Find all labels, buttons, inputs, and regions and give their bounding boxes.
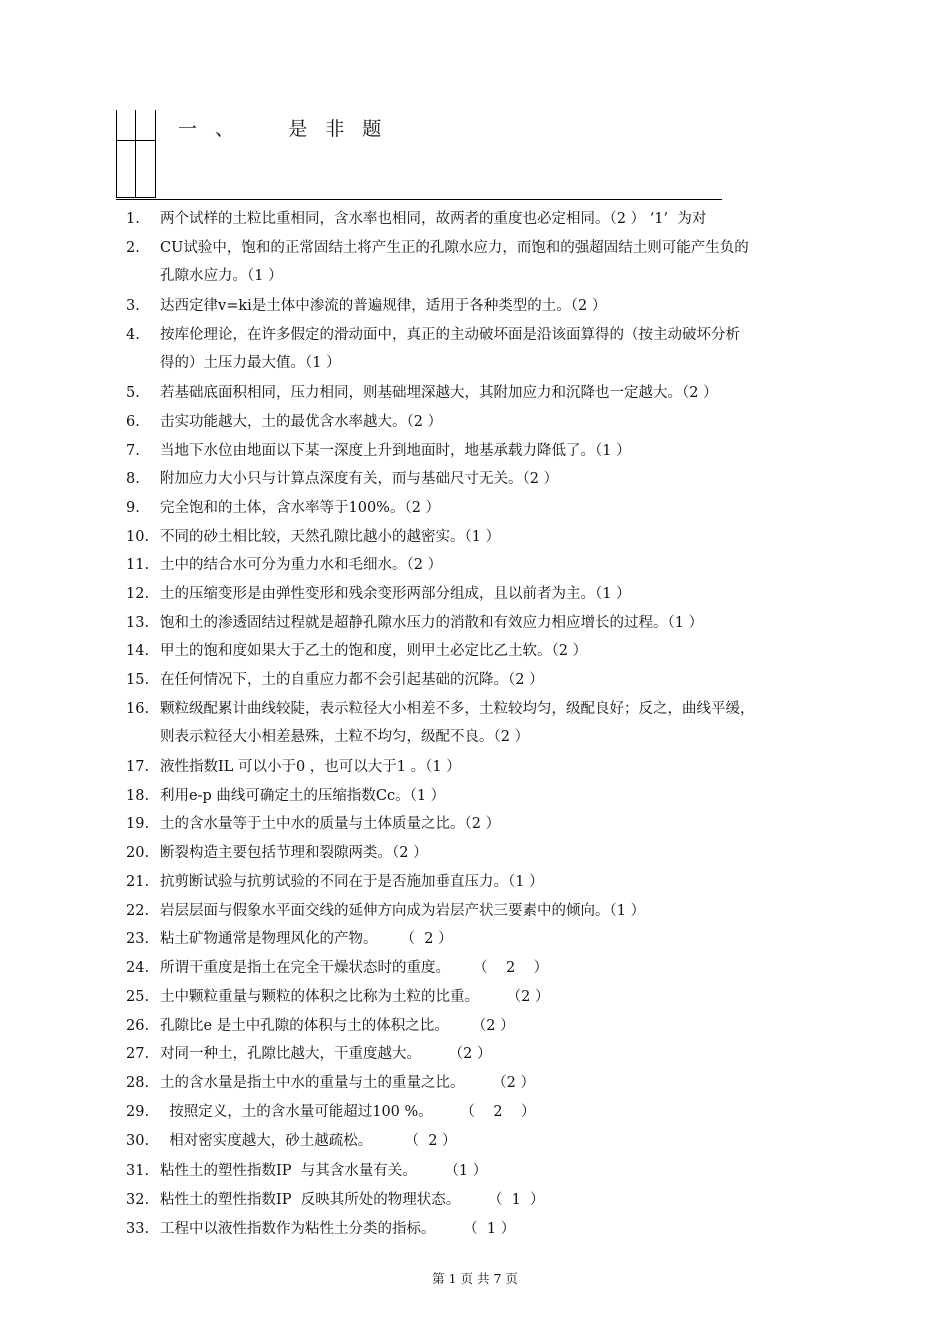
- question-text: 粘土矿物通常是物理风化的产物。 （ 2 ）: [160, 931, 453, 947]
- question-text: 土的含水量是指土中水的重量与土的重量之比。 （2 ）: [160, 1075, 535, 1091]
- question-number: 14.: [126, 643, 150, 659]
- question-number: 21.: [126, 874, 150, 890]
- question-number: 6.: [126, 414, 140, 430]
- question-text: 孔隙比e 是土中孔隙的体积与土的体积之比。 （2 ）: [160, 1018, 515, 1034]
- question-number: 22.: [126, 903, 150, 919]
- question-text: 液性指数IL 可以小于0 ，也可以大于1 。（1 ）: [160, 759, 461, 775]
- question-number: 10.: [126, 529, 150, 545]
- section-title: 一 、 是 非 题: [178, 118, 388, 140]
- question-text: 附加应力大小只与计算点深度有关，而与基础尺寸无关。（2 ）: [160, 471, 559, 487]
- question-number: 25.: [126, 989, 150, 1005]
- question-text: 土的压缩变形是由弹性变形和残余变形两部分组成，且以前者为主。（1 ）: [160, 586, 631, 602]
- score-box-rule-bottom: [117, 197, 155, 198]
- question-number: 9.: [126, 500, 140, 516]
- question-text: 相对密实度越大，砂土越疏松。 （ 2 ）: [160, 1133, 457, 1149]
- question-text-continued: 孔隙水应力。（1 ）: [160, 268, 283, 284]
- question-number: 18.: [126, 788, 150, 804]
- question-number: 5.: [126, 385, 140, 401]
- question-number: 1.: [126, 211, 140, 227]
- question-number: 19.: [126, 816, 150, 832]
- score-box-rule: [117, 140, 155, 141]
- question-number: 24.: [126, 960, 150, 976]
- question-text: 击实功能越大，土的最优含水率越大。（2 ）: [160, 414, 443, 430]
- question-number: 11.: [126, 557, 150, 573]
- question-text: 粘性土的塑性指数IP 反映其所处的物理状态。 （ 1 ）: [160, 1192, 545, 1208]
- question-text: 颗粒级配累计曲线较陡，表示粒径大小相差不多，土粒较均匀，级配良好；反之，曲线平缓，: [160, 701, 755, 717]
- question-text: 饱和土的渗透固结过程就是超静孔隙水压力的消散和有效应力相应增长的过程。（1 ）: [160, 615, 704, 631]
- question-number: 7.: [126, 443, 140, 459]
- question-number: 16.: [126, 701, 150, 717]
- question-number: 26.: [126, 1018, 150, 1034]
- question-number: 29.: [126, 1104, 150, 1120]
- question-text: 抗剪断试验与抗剪试验的不同在于是否施加垂直压力。（1 ）: [160, 874, 544, 890]
- question-number: 28.: [126, 1075, 150, 1091]
- question-text: 达西定律v=ki是土体中渗流的普遍规律，适用于各种类型的土。（2 ）: [160, 298, 607, 314]
- page-footer: 第 1 页 共 7 页: [432, 1271, 518, 1286]
- question-number: 33.: [126, 1221, 150, 1237]
- question-text: 甲土的饱和度如果大于乙土的饱和度，则甲土必定比乙土软。（2 ）: [160, 643, 588, 659]
- question-number: 12.: [126, 586, 150, 602]
- question-text: 对同一种土，孔隙比越大，干重度越大。 （2 ）: [160, 1046, 492, 1062]
- question-text: 两个试样的土粒比重相同，含水率也相同，故两者的重度也必定相同。（2 ） ‘1’ 为对: [160, 211, 707, 227]
- question-number: 27.: [126, 1046, 150, 1062]
- question-text: 按库伦理论，在许多假定的滑动面中，真正的主动破坏面是沿该面算得的（按主动破坏分析: [160, 327, 740, 343]
- question-number: 30.: [126, 1133, 150, 1149]
- question-number: 31.: [126, 1163, 150, 1179]
- question-text: 不同的砂土相比较，天然孔隙比越小的越密实。（1 ）: [160, 529, 501, 545]
- question-number: 32.: [126, 1192, 150, 1208]
- question-text: 若基础底面积相同，压力相同，则基础埋深越大，其附加应力和沉降也一定越大。（2 ）: [160, 385, 718, 401]
- question-number: 13.: [126, 615, 150, 631]
- question-text: 粘性土的塑性指数IP 与其含水量有关。 （1 ）: [160, 1163, 488, 1179]
- question-text: 按照定义，土的含水量可能超过100 %。 （ 2 ）: [160, 1104, 536, 1120]
- question-text-continued: 得的）土压力最大值。（1 ）: [160, 355, 341, 371]
- question-text: 所谓干重度是指土在完全干燥状态时的重度。 （ 2 ）: [160, 960, 549, 976]
- header-rule: [116, 199, 722, 200]
- question-text: 土中的结合水可分为重力水和毛细水。（2 ）: [160, 557, 443, 573]
- question-text: 土的含水量等于土中水的质量与土体质量之比。（2 ）: [160, 816, 501, 832]
- question-text: 岩层层面与假象水平面交线的延伸方向成为岩层产状三要素中的倾向。（1 ）: [160, 903, 646, 919]
- question-text: 断裂构造主要包括节理和裂隙两类。（2 ）: [160, 845, 428, 861]
- question-number: 3.: [126, 298, 140, 314]
- question-text: 工程中以液性指数作为粘性土分类的指标。 （ 1 ）: [160, 1221, 516, 1237]
- question-number: 20.: [126, 845, 150, 861]
- question-text: 当地下水位由地面以下某一深度上升到地面时，地基承载力降低了。（1 ）: [160, 443, 631, 459]
- question-text: 利用e-p 曲线可确定土的压缩指数Cc。（1 ）: [160, 788, 446, 804]
- question-text: 土中颗粒重量与颗粒的体积之比称为土粒的比重。 （2 ）: [160, 989, 550, 1005]
- question-number: 15.: [126, 672, 150, 688]
- question-text-continued: 则表示粒径大小相差悬殊，土粒不均匀，级配不良。（2 ）: [160, 729, 530, 745]
- question-text: 在任何情况下，土的自重应力都不会引起基础的沉降。（2 ）: [160, 672, 544, 688]
- question-number: 23.: [126, 931, 150, 947]
- score-box: [116, 110, 156, 198]
- question-number: 2.: [126, 240, 140, 256]
- question-text: 完全饱和的土体，含水率等于100%。（2 ）: [160, 500, 441, 516]
- question-text: CU试验中，饱和的正常固结土将产生正的孔隙水应力，而饱和的强超固结土则可能产生负的: [160, 240, 749, 256]
- score-box-divider: [135, 110, 136, 198]
- question-number: 8.: [126, 471, 140, 487]
- question-number: 4.: [126, 327, 140, 343]
- question-number: 17.: [126, 759, 150, 775]
